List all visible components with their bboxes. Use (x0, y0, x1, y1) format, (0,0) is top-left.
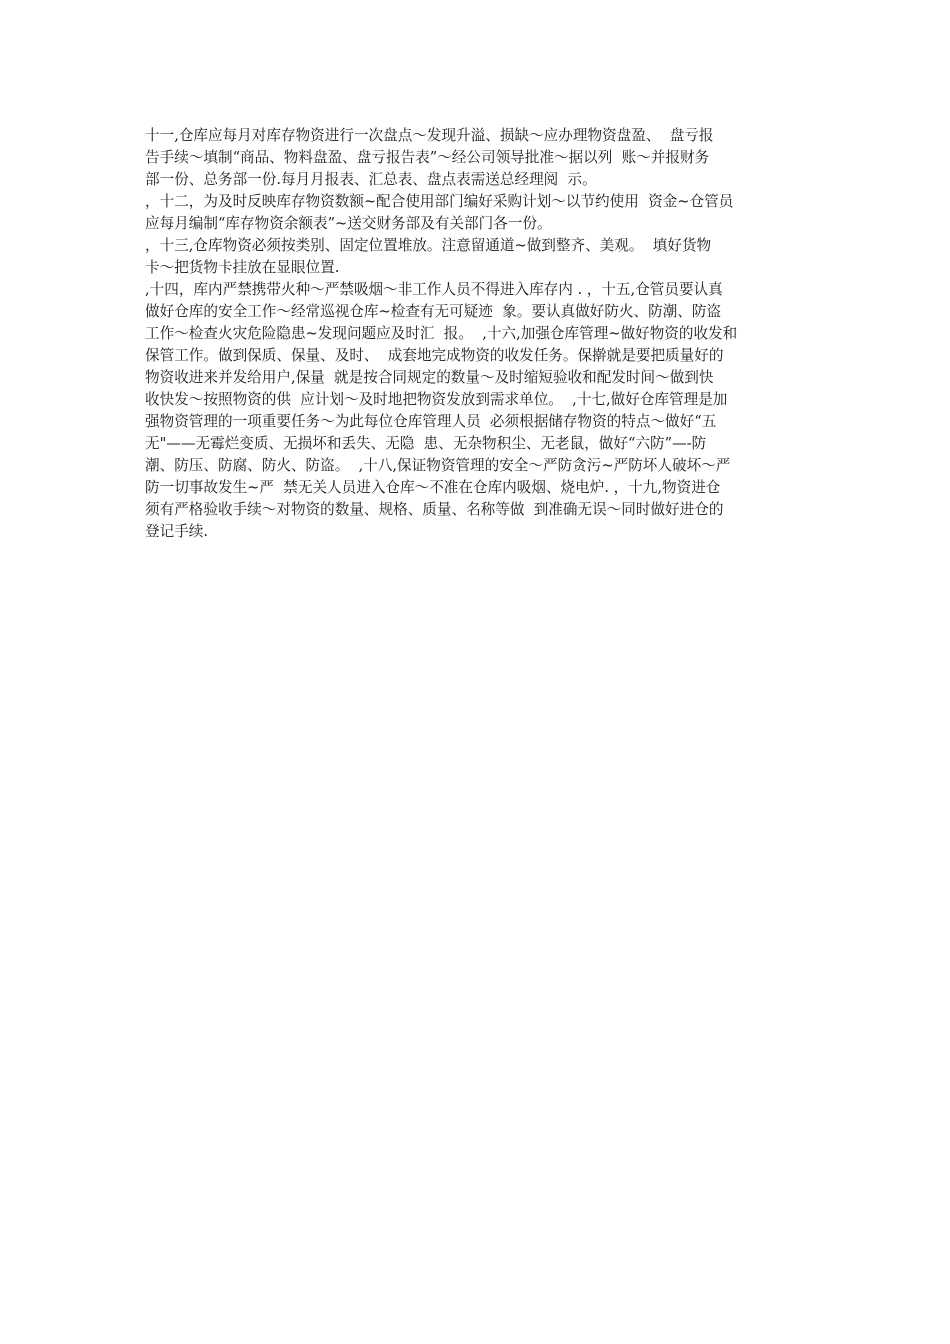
text-line: 做好仓库的安全工作～经常巡视仓库~检查有无可疑迹 象。要认真做好防火、防潮、防盗 (145, 303, 722, 320)
text-line: 工作～检查火灾危险隐患~发现问题应及时汇 报。 ,十六,加强仓库管理~做好物资的收发和 (145, 325, 738, 342)
text-line: 部一份、总务部一份.每月月报表、汇总表、盘点表需送总经理阅 示。 (145, 171, 597, 188)
text-line: 无"——无霉烂变质、无损坏和丢失、无隐 患、无杂物积尘、无老鼠，做好“六防”—-防 (145, 435, 707, 452)
text-line: 卡～把货物卡挂放在显眼位置. (145, 259, 340, 276)
document-body (145, 125, 805, 543)
text-line: 应每月编制“库存物资余额表”~送交财务部及有关部门各一份。 (145, 215, 552, 232)
text-line: ，十二，为及时反映库存物资数额~配合使用部门编好采购计划～以节约使用 资金~仓管员 (145, 193, 734, 210)
text-line: 告手续～填制“商品、物料盘盈、盘亏报告表”～经公司领导批准～据以列 账～并报财务 (145, 149, 710, 166)
text-line: 强物资管理的一项重要任务～为此每位仓库管理人员 必须根据储存物资的特点～做好“五 (145, 413, 717, 430)
text-line: 收快发～按照物资的供 应计划～及时地把物资发放到需求单位。 ,十七,做好仓库管理是加 (145, 391, 728, 408)
text-line: 潮、防压、防腐、防火、防盗。 ,十八,保证物资管理的安全～严防贪污~严防坏人破坏～严 (145, 457, 731, 474)
text-line: 十一,仓库应每月对库存物资进行一次盘点～发现升溢、损缺～应办理物资盘盈、 盘亏报 (145, 127, 714, 144)
text-line: ,十四，库内严禁携带火种～严禁吸烟～非工作人员不得进入库存内 . ，十五,仓管员要认真 (145, 281, 723, 298)
text-line: ，十三,仓库物资必须按类别、固定位置堆放。注意留通道~做到整齐、美观。 填好货物 (145, 237, 712, 254)
text-line: 保管工作。做到保质、保量、及时、 成套地完成物资的收发任务。保擀就是要把质量好的 (145, 347, 724, 364)
text-line: 须有严格验收手续～对物资的数量、规格、质量、名称等做 到准确无误～同时做好进仓的 (145, 501, 724, 518)
text-line: 登记手续. (145, 523, 209, 540)
text-line: 物资收进来并发给用户,保量 就是按合同规定的数量～及时缩短验收和配发时间～做到快 (145, 369, 714, 386)
text-line: 防一切事故发生~严 禁无关人员进入仓库～不准在仓库内吸烟、烧电炉. ，十九,物资进仓 (145, 479, 721, 496)
